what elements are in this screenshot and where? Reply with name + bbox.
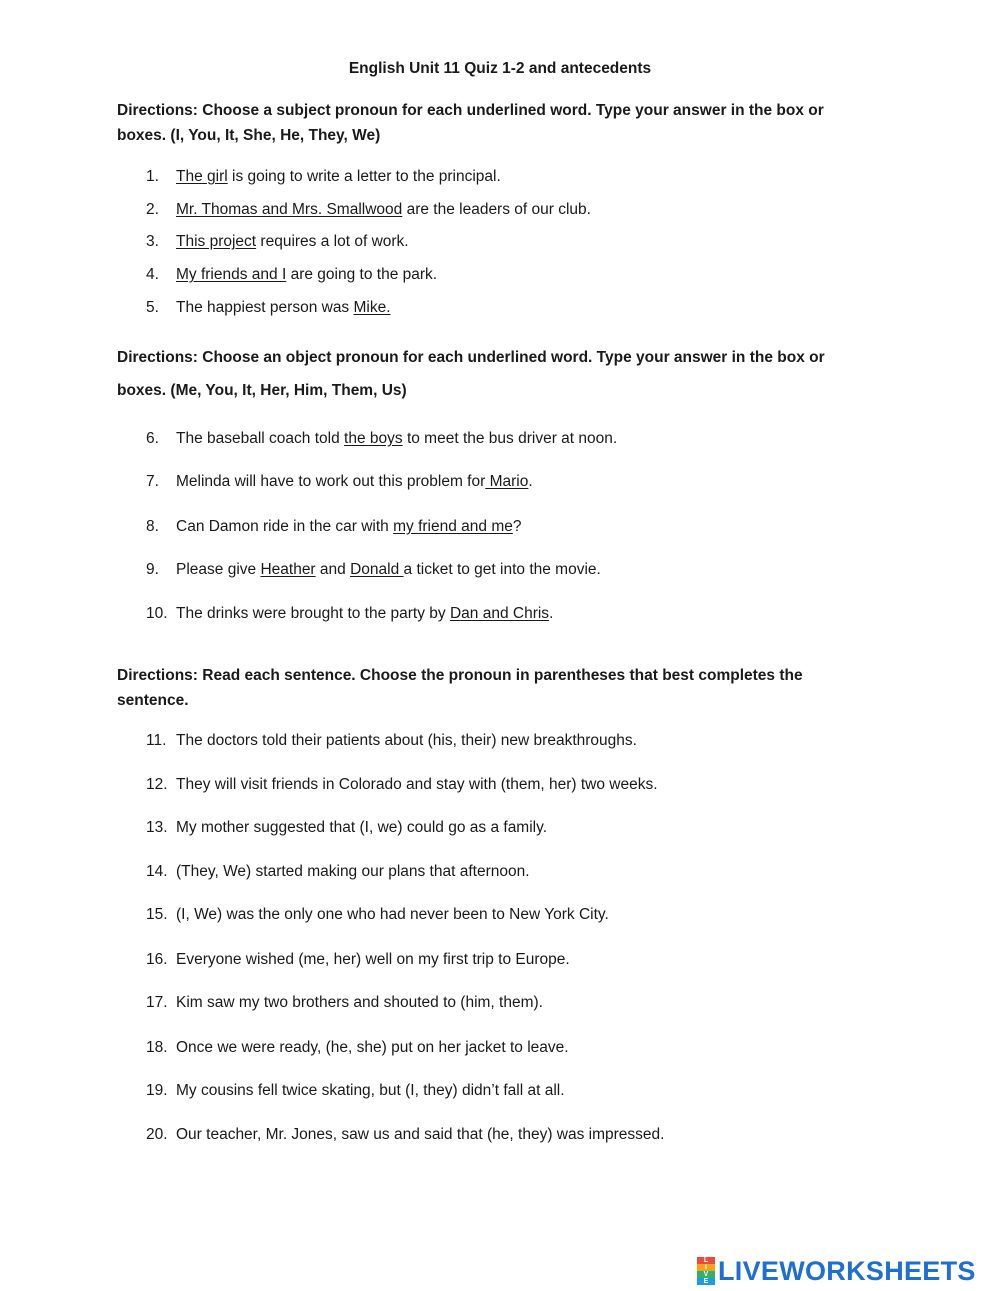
question-20 [146, 1126, 664, 1144]
section3-directions: Directions: Read each sentence. Choose the pronoun in parentheses that best completes the sentence. [117, 667, 803, 709]
underlined-word: Donald [350, 561, 404, 578]
question-text: My cousins fell twice skating, but (I, they) didn’t fall at all. [176, 1082, 565, 1099]
question-13 [146, 819, 547, 837]
question-3: 3. This project requires a lot of work. [146, 233, 409, 250]
question-6: 6. The baseball coach told the boys to meet the bus driver at noon. [146, 430, 618, 447]
question-number: 6. [146, 430, 159, 447]
underlined-word: Mario [485, 473, 529, 490]
liveworksheets-logo [697, 1255, 976, 1287]
question-number: 7. [146, 473, 159, 490]
question-text: Once we were ready, (he, she) put on her jacket to leave. [176, 1039, 569, 1056]
question-8: 8. Can Damon ride in the car with my friend and me? [146, 518, 522, 535]
section1-directions: Directions: Choose a subject pronoun for each underlined word. Type your answer in the box or boxes. (I, You, It, She, He, They, We) [117, 102, 824, 144]
question-text: Everyone wished (me, her) well on my first trip to Europe. [176, 951, 570, 968]
underlined-word: Heather [260, 561, 316, 578]
question-7: 7. Melinda will have to work out this problem for Mario. [146, 473, 533, 490]
question-1: 1. The girl is going to write a letter to the principal. [146, 168, 501, 185]
question-12 [146, 776, 658, 794]
question-10: 10. The drinks were brought to the party by Dan and Chris. [146, 605, 554, 622]
question-number: 19. [146, 1082, 168, 1099]
underlined-word: Mike. [353, 299, 391, 316]
question-number: 5. [146, 299, 159, 316]
underlined-word: the boys [344, 430, 403, 447]
underlined-word: The girl [176, 168, 228, 185]
question-number: 3. [146, 233, 159, 250]
question-number: 12. [146, 776, 168, 793]
question-text: The doctors told their patients about (his, their) new breakthroughs. [176, 732, 637, 749]
question-number: 2. [146, 201, 159, 218]
question-number: 20. [146, 1126, 168, 1143]
question-text: My mother suggested that (I, we) could go as a family. [176, 819, 548, 836]
question-number: 18. [146, 1039, 168, 1056]
question-text: (I, We) was the only one who had never been to New York City. [176, 906, 609, 923]
question-5: 5. The happiest person was Mike. [146, 299, 391, 316]
question-number: 15. [146, 906, 168, 923]
question-number: 4. [146, 266, 159, 283]
underlined-word: This project [176, 233, 257, 250]
question-text: Kim saw my two brothers and shouted to (him, them). [176, 994, 543, 1011]
question-number: 8. [146, 518, 159, 535]
question-number: 9. [146, 561, 159, 578]
question-text: They will visit friends in Colorado and stay with (them, her) two weeks. [176, 776, 658, 793]
question-2: 2. Mr. Thomas and Mrs. Smallwood are the leaders of our club. [146, 201, 591, 218]
question-text: Our teacher, Mr. Jones, saw us and said that (he, they) was impressed. [176, 1126, 665, 1143]
question-19 [146, 1082, 565, 1100]
logo-mark-icon: L I V E [697, 1257, 715, 1285]
question-text: (They, We) started making our plans that afternoon. [176, 863, 530, 880]
question-number: 13. [146, 819, 168, 836]
question-number: 17. [146, 994, 168, 1011]
question-18 [146, 1039, 569, 1057]
underlined-word: Dan and Chris [449, 605, 550, 622]
question-number: 1. [146, 168, 159, 185]
question-15 [146, 906, 609, 924]
question-17 [146, 994, 543, 1012]
question-4: 4. My friends and I are going to the park. [146, 266, 438, 283]
underlined-word: Mr. Thomas and Mrs. Smallwood [176, 201, 403, 218]
question-number: 14. [146, 863, 168, 880]
underlined-word: My friends and I [176, 266, 287, 283]
logo-text: LIVEWORKSHEETS [718, 1255, 976, 1286]
page-title: English Unit 11 Quiz 1-2 and antecedents [348, 60, 652, 77]
section2-directions: Directions: Choose an object pronoun for each underlined word. Type your answer in the box or boxes. (Me, You, It, Her, Him, Them, Us) [117, 349, 825, 399]
underlined-word: my friend and me [393, 518, 513, 535]
question-number: 10. [146, 605, 168, 622]
question-16 [146, 951, 570, 969]
question-11 [146, 732, 637, 750]
question-number: 16. [146, 951, 168, 968]
question-9: 9. Please give Heather and Donald a ticket to get into the movie. [146, 561, 601, 578]
question-14 [146, 863, 530, 881]
question-number: 11. [146, 732, 167, 749]
